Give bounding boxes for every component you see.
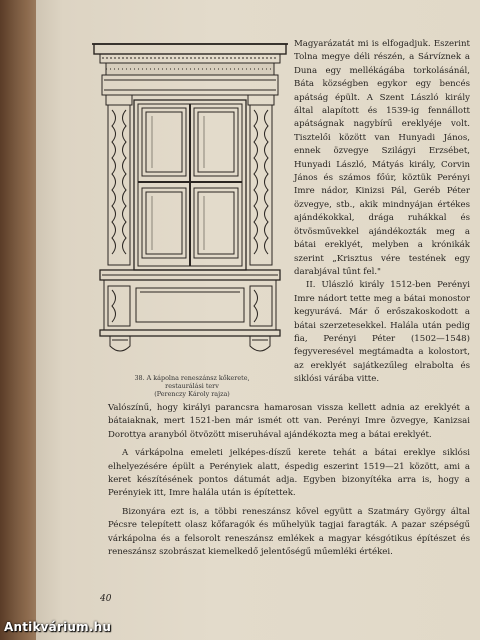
full-width-text: [108, 402, 470, 564]
caption-line: 38. A kápolna reneszánsz kőkerete,: [134, 374, 250, 382]
paragraph: Bizonyára ezt is, a többi reneszánsz kővel együtt a Szatmáry György által Pécsre telepített olasz kőfaragók és műhelyük tagjai faragták. A pazar szépségű várkápolna és a felsorolt reneszánsz emlékek a magyar késgótikus építészet és reneszánsz szobrászat kiemelkedő jelentőségű műemléki értékei.: [108, 506, 470, 558]
paragraph: Magyarázatát mi is elfogadjuk. Eszerint Tolna megye déli részén, a Sárvíznek a Duna egy mellékágába torkolásánál, Báta községben egykor egy bencés apátság épült. A Szent László király által alapított és 1539-ig fennállott apátságnak nagybírű ereklyéje volt. Tisztelői között van Hunyadi János, ennek özvegye Szilágyi Erzsébet, Hunyadi László, Mátyás király, Corvin János és számos főúr, köztük Perényi Imre nádor, Kinizsi Pál, Geréb Péter özvegye, stb., akik mindnyájan értékes ajándékokkal, drága ruhákkal és ötvösművekkel ajándékozták meg a bátai ereklyét, melyben a krónikák szerint „Krisztus vére testének egy darabjával tűnt fel.": [294, 39, 470, 277]
watermark-logo: Antikvárium.hu: [4, 620, 112, 634]
book-page: [36, 0, 480, 640]
paragraph: A várkápolna emeleti jelképes-díszű kerete tehát a bátai ereklye siklósi elhelyezésére épült a Perényiek alatt, éspedig eszerint 1519—21 között, ami a keret készítésének pontos dátumát adja. Egyben bizonyítéka arra is, hogy a Perényiek itt, Imre halála után is építettek.: [108, 448, 470, 499]
caption-line: restaurálási terv: [165, 382, 219, 390]
right-column-text: [294, 38, 470, 387]
book-binding-edge: [0, 0, 36, 640]
caption-line: (Perenczy Károly rajza): [154, 390, 230, 398]
paragraph: Valószínű, hogy királyi parancsra hamarosan vissza kellett adnia az ereklyét a bátaiaknak, mert 1521-ben már ismét ott van. Perényi Imre özvegye, Kanizsai Dorottya aranyból ötvözött miseruhával ajándékozta meg a bátai ereklyét.: [108, 403, 470, 440]
figure-caption: [94, 374, 290, 398]
paragraph: II. Ulászló király 1512-ben Perényi Imre nádort tette meg a bátai monostor kegyurává. Már ő erőszakoskodott a bátai szerzetesekkel. Halála után pedig fia, Perényi Péter (1502—1548) fegyveresével megtámadta a kolostort, az ereklyét sajátkezűleg elrabolta és siklósi várába vitte.: [294, 280, 470, 385]
page-number: 40: [100, 594, 112, 604]
stone-frame-illustration: [92, 40, 288, 362]
renaissance-frame-drawing: [92, 40, 288, 362]
